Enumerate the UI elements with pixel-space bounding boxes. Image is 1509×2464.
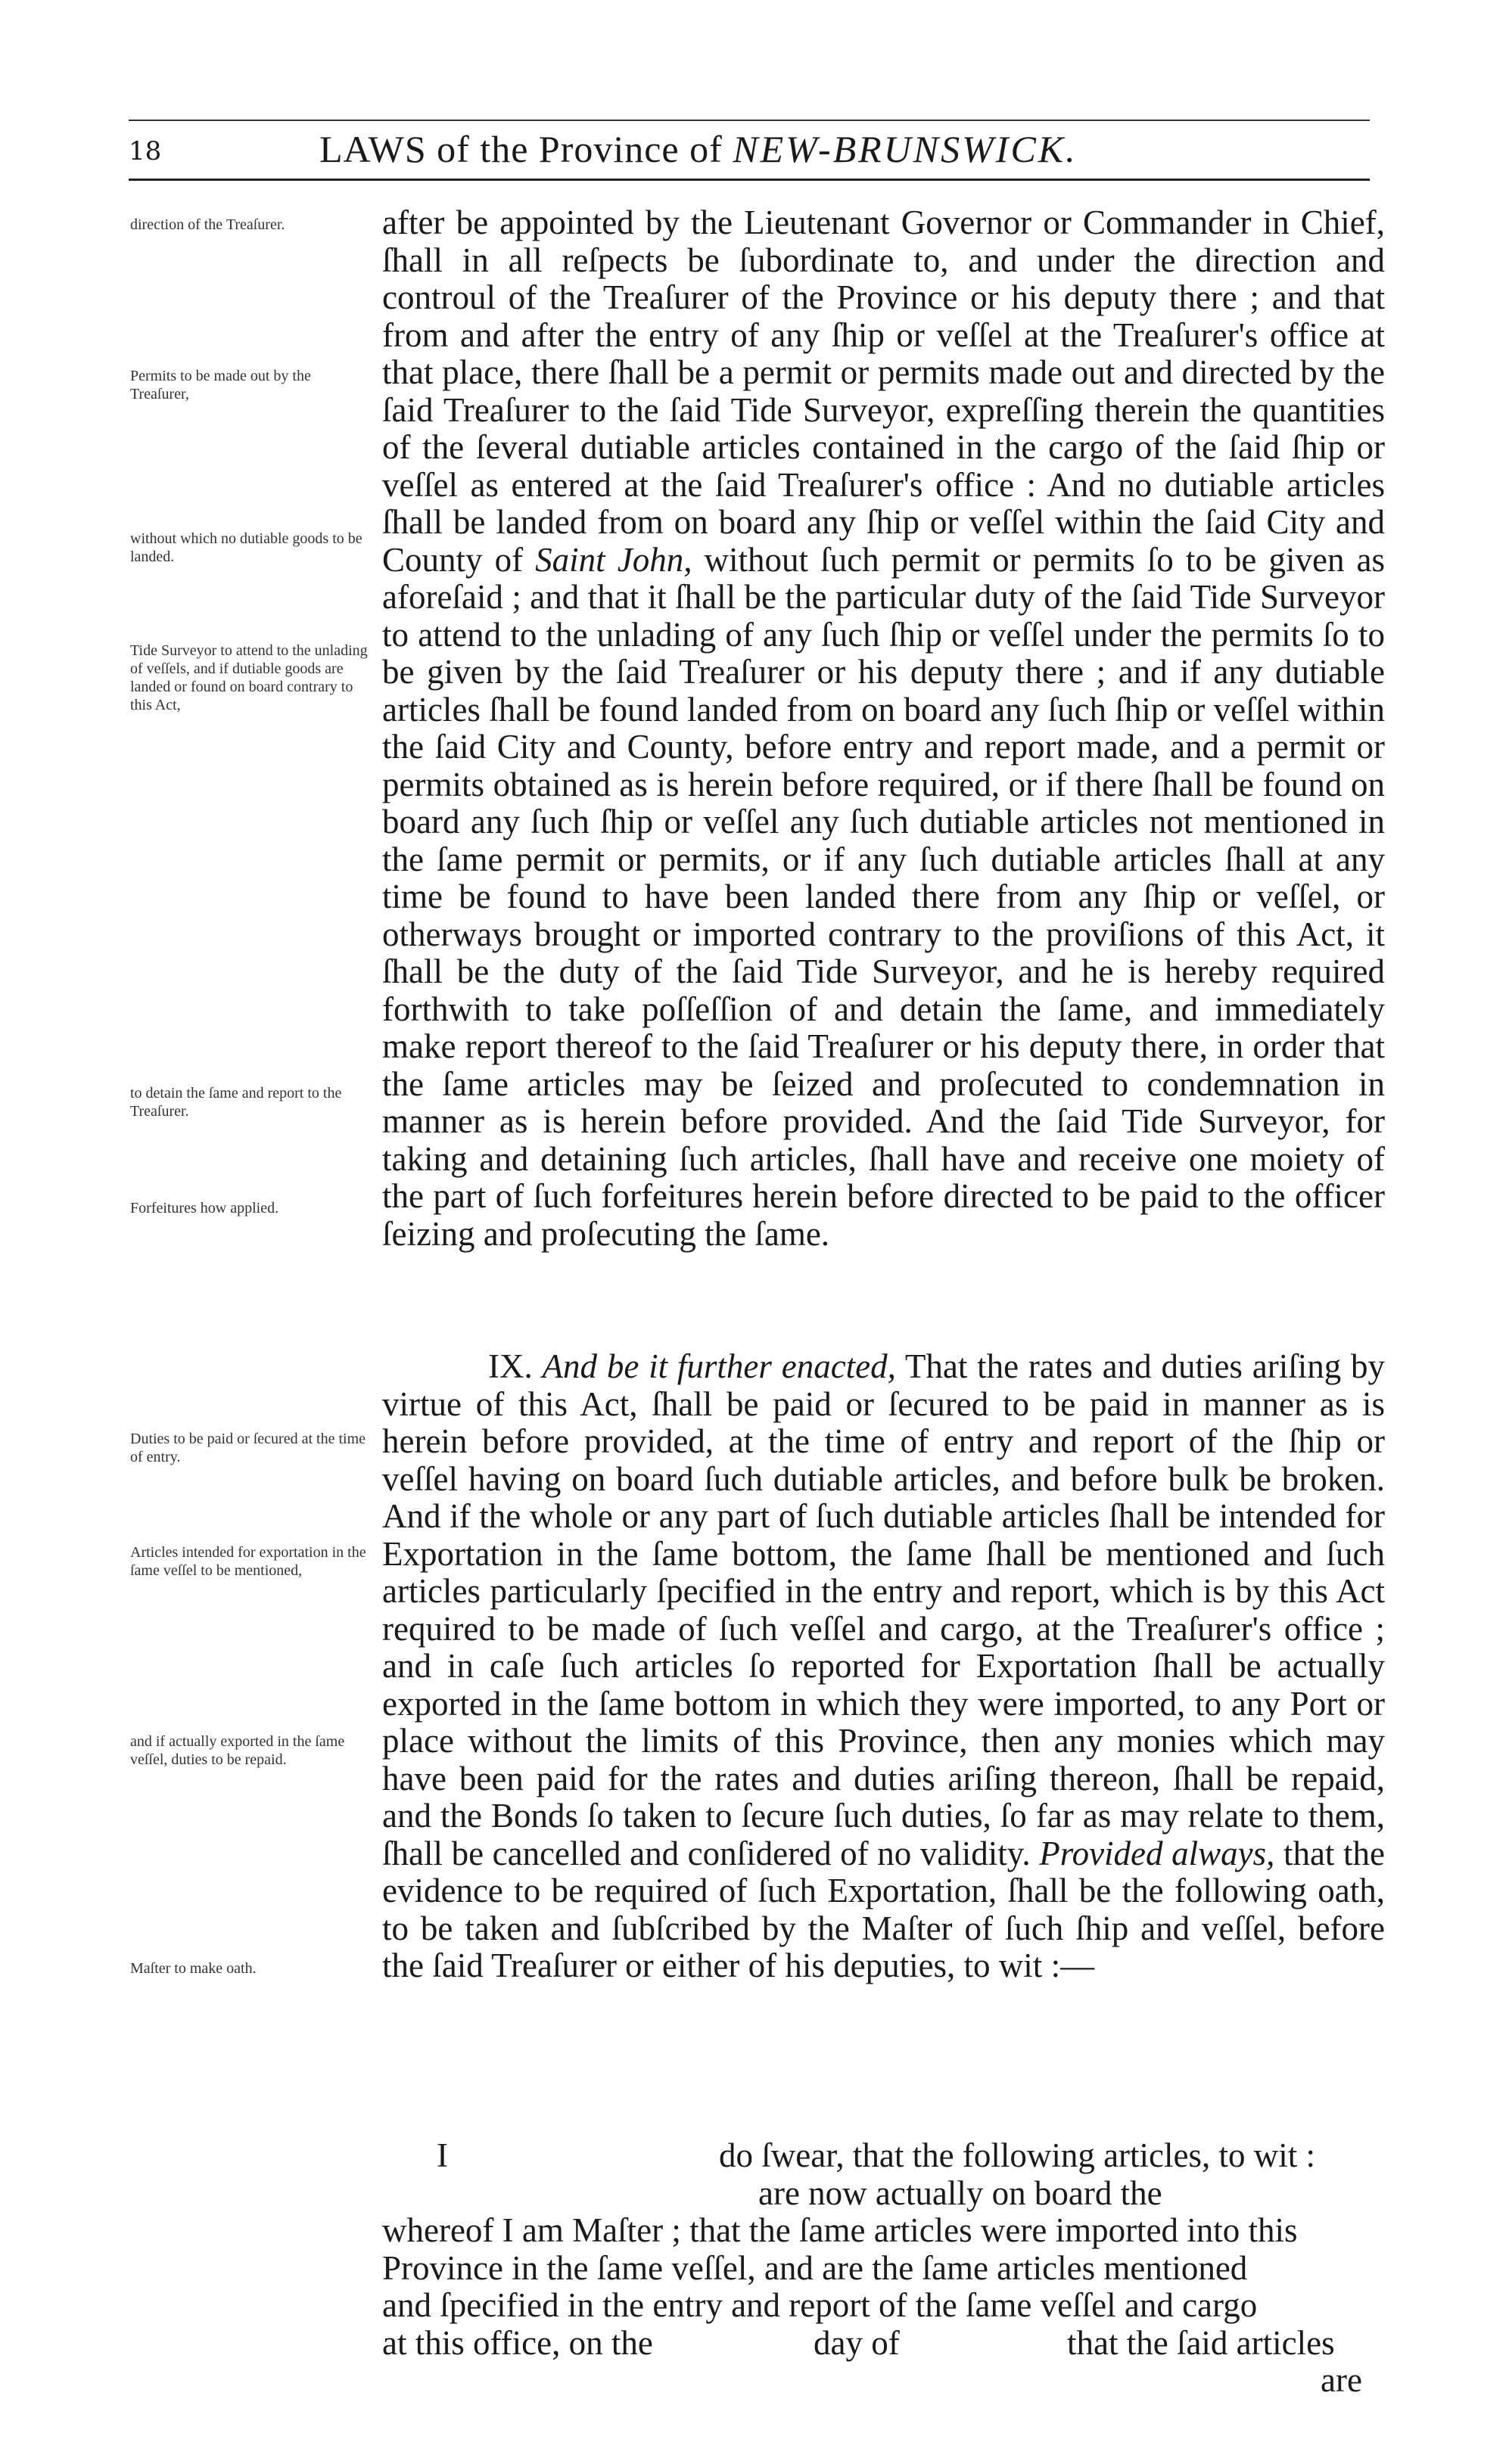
margin-note: Tide Surveyor to attend to the unlading of veſſels, and if dutiable goods are landed or found on board contrary to this Act,: [130, 642, 368, 713]
catchword-line: [382, 2362, 1385, 2400]
continuation-paragraph: [382, 204, 1385, 1253]
continuation-text-after: without ſuch permit or permits ſo to be given as aforeſaid ; and that it ſhall be the particular duty of the ſaid Tide Surveyor to attend to the unlading of any ſuch ſhip or veſſel under the permits ſo to be given by the ſaid Treaſurer or his deputy there ; and if any dutiable articles ſhall be found landed from on board any ſuch ſhip or veſſel within the ſaid City and County, before entry and report made, and a permit or permits obtained as is herein before required, or if there ſhall be found on board any ſuch ſhip or veſſel any ſuch dutiable articles not mentioned in the ſame permit or permits, or if any ſuch dutiable articles ſhall at any time be found to have been landed there from any ſhip or veſſel, or otherways brought or imported contrary to the proviſions of this Act, it ſhall be the duty of the ſaid Tide Surveyor, and he is hereby required forthwith to take poſſeſſion of and detain the ſame, and immediately make report thereof to the ſaid Treaſurer or his deputy there, in order that the ſame articles may be ſeized and proſecuted to condemnation in manner as is herein before provided. And the ſaid Tide Surveyor, for taking and detaining ſuch articles, ſhall have and receive one moiety of the part of ſuch forfeitures herein before directed to be paid to the officer ſeizing and proſecuting the ſame.: [382, 540, 1385, 1253]
margin-note: to detain the ſame and report to the Treaſurer.: [130, 1085, 342, 1120]
catchword: are: [1321, 2361, 1362, 2399]
oath-day-of: day of: [814, 2323, 900, 2362]
place-name: Saint John,: [535, 540, 692, 579]
proviso-text: that the evidence to be required of ſuch Exportation, ſhall be the following oath, to be taken and ſubſcribed by the Maſter of ſuch ſhip and veſſel, before the ſaid Treaſurer or either of his deputies, to wit :—: [382, 1834, 1385, 1984]
section-ix: [382, 1348, 1385, 1985]
oath-form: [382, 2137, 1385, 2400]
oath-line-5: [382, 2287, 1385, 2325]
proviso-clause: Provided always,: [1039, 1834, 1275, 1872]
page-header: [129, 127, 1370, 172]
running-title: [319, 127, 1078, 171]
oath-line-2: [382, 2175, 1385, 2213]
margin-note: direction of the Treaſurer.: [130, 216, 285, 233]
oath-line-2-text: are now actually on board the: [758, 2173, 1162, 2212]
oath-date-prefix: at this office, on the: [382, 2323, 653, 2362]
oath-line-3: [382, 2212, 1385, 2250]
oath-line-4-text: Province in the ſame veſſel, and are the ſame articles mentioned: [382, 2248, 1248, 2287]
oath-swear-text: do ſwear, that the following articles, to wit :: [719, 2136, 1316, 2174]
enacting-clause: And be it further enacted,: [542, 1347, 896, 1385]
oath-pronoun: I: [437, 2136, 448, 2174]
oath-line-5-text: and ſpecified in the entry and report of the ſame veſſel and cargo: [382, 2286, 1258, 2324]
oath-line-6: [382, 2325, 1385, 2363]
oath-line-4: [382, 2250, 1385, 2288]
section-ix-text: That the rates and duties ariſing by virtue of this Act, ſhall be paid or ſecured to be paid in manner as is herein before provided, at the time of entry and report of the ſhip or veſſel having on board ſuch dutiable articles, and before bulk be broken. And if the whole or any part of ſuch dutiable articles ſhall be intended for Exportation in the ſame bottom, the ſame ſhall be mentioned and ſuch articles particularly ſpecified in the entry and report, which is by this Act required to be made of ſuch veſſel and cargo, at the Treaſurer's office ; and in caſe ſuch articles ſo reported for Exportation ſhall be actually exported in the ſame bottom in which they were imported, to any Port or place without the limits of this Province, then any monies which may have been paid for the rates and duties ariſing thereon, ſhall be repaid, and the Bonds ſo taken to ſecure ſuch duties, ſo far as may relate to them, ſhall be cancelled and conſidered of no validity.: [382, 1347, 1386, 1872]
oath-line-3-text: whereof I am Maſter ; that the ſame articles were imported into this: [382, 2211, 1298, 2249]
margin-note: Forfeitures how applied.: [130, 1200, 279, 1216]
margin-note: Duties to be paid or ſecured at the time of entry.: [130, 1431, 366, 1465]
section-ix-paragraph: [382, 1348, 1385, 1985]
margin-note: Maſter to make oath.: [130, 1960, 257, 1977]
margin-note: without which no dutiable goods to be landed.: [130, 530, 362, 565]
oath-line-1: [382, 2137, 1385, 2175]
running-title-province: NEW-BRUNSWICK.: [733, 128, 1078, 170]
section-number: IX.: [488, 1347, 533, 1385]
continuation-text: after be appointed by the Lieutenant Governor or Commander in Chief, ſhall in all reſpects be ſubordinate to, and under the direction and controul of the Treaſurer of the Province or his deputy there ; and that from and after the entry of any ſhip or veſſel at the Treaſurer's office at that place, there ſhall be a permit or permits made out and directed by the ſaid Treaſurer to the ſaid Tide Surveyor, expreſſing therein the quantities of the ſeveral dutiable articles contained in the cargo of the ſaid ſhip or veſſel as entered at the ſaid Treaſurer's office : And no dutiable articles ſhall be landed from on board any ſhip or veſſel within the ſaid City and County of: [382, 204, 1385, 579]
margin-note: and if actually exported in the ſame veſſel, duties to be repaid.: [130, 1733, 345, 1768]
margin-note: Articles intended for exportation in the ſame veſſel to be mentioned,: [130, 1544, 366, 1579]
oath-line-6-end: that the ſaid articles: [1067, 2323, 1335, 2362]
running-title-prefix: LAWS of the Province of: [319, 128, 723, 170]
header-rule-top: [129, 120, 1370, 121]
section-continuation: [382, 204, 1385, 1253]
margin-note: Permits to be made out by the Treaſurer,: [130, 368, 311, 402]
header-rule-bottom: [129, 179, 1370, 181]
page-number: 18: [129, 136, 162, 166]
